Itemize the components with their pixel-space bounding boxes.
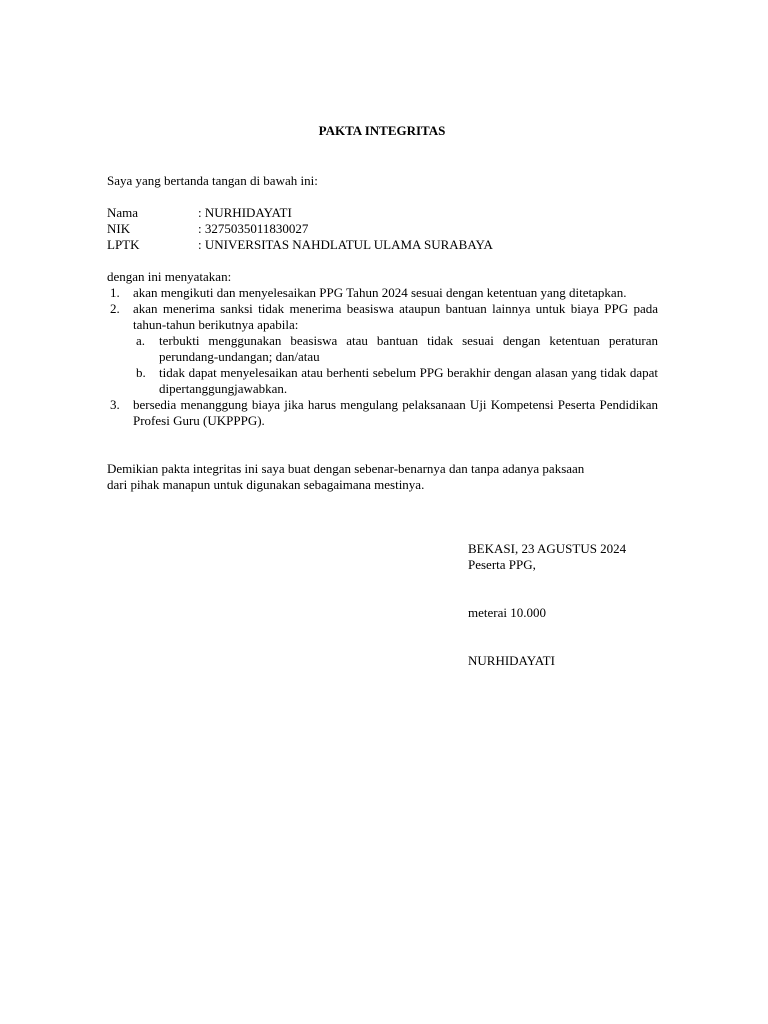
declaration-heading: dengan ini menyatakan: xyxy=(107,269,232,284)
list-item-number: 3. xyxy=(110,397,120,412)
intro-text: Saya yang bertanda tangan di bawah ini: xyxy=(107,173,318,188)
sub-list-item xyxy=(133,365,658,397)
identity-label: LPTK xyxy=(107,237,140,252)
declaration-list xyxy=(107,285,658,429)
signatory-name: NURHIDAYATI xyxy=(468,653,555,668)
sub-list-item-letter: b. xyxy=(136,365,146,380)
closing-statement xyxy=(107,461,658,493)
identity-row-lptk xyxy=(107,237,658,253)
list-item xyxy=(107,397,658,429)
sub-list xyxy=(133,333,658,397)
identity-label: NIK xyxy=(107,221,131,236)
identity-value: : UNIVERSITAS NAHDLATUL ULAMA SURABAYA xyxy=(198,237,493,252)
list-item-text: bersedia menanggung biaya jika harus mengulang pelaksanaan Uji Kompetensi Peserta Pendidikan Profesi Guru (UKPPPG). xyxy=(133,397,658,428)
identity-value: : 3275035011830027 xyxy=(198,221,309,236)
list-item-number: 2. xyxy=(110,301,120,316)
document-title: PAKTA INTEGRITAS xyxy=(318,123,446,138)
sub-list-item-text: tidak dapat menyelesaikan atau berhenti sebelum PPG berakhir dengan alasan yang tidak dapat dipertanggungjawabkan. xyxy=(159,365,658,396)
list-item-text: akan mengikuti dan menyelesaikan PPG Tahun 2024 sesuai dengan ketentuan yang ditetapkan. xyxy=(133,285,627,300)
list-item-number: 1. xyxy=(110,285,120,300)
list-item-text: akan menerima sanksi tidak menerima beasiswa ataupun bantuan lainnya untuk biaya PPG pada tahun-tahun berikutnya apabila: xyxy=(133,301,658,332)
list-item xyxy=(107,285,658,301)
identity-row-name xyxy=(107,205,658,221)
sub-list-item xyxy=(133,333,658,365)
identity-row-nik xyxy=(107,221,658,237)
signature-place-date: BEKASI, 23 AGUSTUS 2024 xyxy=(468,541,627,556)
closing-line: dari pihak manapun untuk digunakan sebagaimana mestinya. xyxy=(107,477,425,492)
identity-label: Nama xyxy=(107,205,139,220)
list-item xyxy=(107,301,658,333)
identity-section xyxy=(107,205,658,253)
declaration-section xyxy=(107,269,658,429)
stamp-duty-label: meterai 10.000 xyxy=(468,605,546,620)
closing-line: Demikian pakta integritas ini saya buat dengan sebenar-benarnya dan tanpa adanya paksaan xyxy=(107,461,585,476)
sub-list-item-letter: a. xyxy=(136,333,146,348)
signature-role: Peserta PPG, xyxy=(468,557,536,572)
identity-value: : NURHIDAYATI xyxy=(198,205,292,220)
sub-list-item-text: terbukti menggunakan beasiswa atau bantuan tidak sesuai dengan ketentuan peraturan perundang-undangan; dan/atau xyxy=(159,333,658,364)
